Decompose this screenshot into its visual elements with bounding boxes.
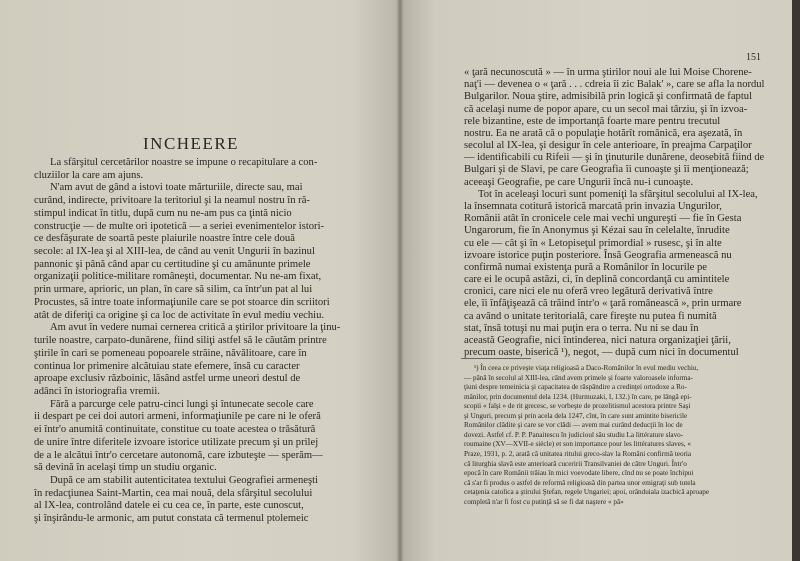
- text-line: naţ'i — devenea o « ţară . . . cdreia îi zic Balak' », care se afla la nordul: [464, 79, 765, 91]
- text-line: Bulgari şi de Slavi, pe care Geografia îi cunoaşte şi îi menţionează;: [464, 164, 749, 176]
- text-line: pannonic şi până când apar cu certitudine şi cu amănunte primele: [34, 258, 311, 270]
- text-line: aceeaşi Geografie, pe care Ungurii încă nu-i cunoaşte.: [464, 176, 694, 188]
- text-line: Bulgarilor. Noua ştire, admisibilă prin logică şi confirmată de faptul: [464, 91, 753, 103]
- footnote-line: completă n'ar fi fost cu putinţă să se fi dat naştere « pă»: [464, 497, 624, 506]
- text-line: aproape exclusiv războinic, lăsând astfel urme uneori destul de: [34, 373, 301, 385]
- text-line: izvoare istorice puţin posteriore. Însă Geografia armenească nu: [464, 249, 732, 261]
- text-line: în redacţiunea Saint-Martin, cea mai nouă, dela sfârşitul secolului: [34, 487, 313, 499]
- text-line: secolul al IX-lea, şi desigur în cele anterioare, în preajma Carpaţilor: [464, 140, 752, 152]
- text-line: Am avut în vedere numai cernerea critică a ştirilor privitoare la ţinu-: [50, 322, 341, 334]
- text-line: nostru. Ea ne arată că o populaţie hotărît românică, era aşezată, în: [464, 127, 743, 139]
- text-line: precum oaste, biserică ¹), negot, — după cum nici în documentul: [464, 347, 739, 359]
- text-line: După ce am stabilit autenticitatea textului Geografiei armeneşti: [50, 475, 318, 486]
- text-line: La sfârşitul cercetărilor noastre se impune o recapitulare a con-: [50, 157, 318, 168]
- text-line: confirmă numai existenţa pură a Românilor în locurile pe: [464, 261, 707, 273]
- book-gutter: [396, 0, 404, 561]
- text-line: adânci în istoriografia vremii.: [34, 385, 160, 397]
- text-line: — identificabili cu Rifeii — şi în ţinuturile dunărene, deosebită fiind de: [464, 152, 765, 164]
- text-line: cluziilor la care am ajuns.: [34, 169, 144, 181]
- footnote-line: că liturghia slavă este anterioară cuceririi Transilvaniei de către Unguri. Într'o: [464, 459, 687, 468]
- footnote-line: dovezi. Astfel cf. P. P. Panaitescu în judicioul său studiu La littérature slavo-: [464, 430, 684, 439]
- chapter-heading: INCHEERE: [143, 134, 240, 153]
- right-page: [400, 0, 792, 561]
- footnote-line: şi Unguri, precum şi prin acela dela 1247, cînt, în care sunt amintite bisericile: [464, 411, 688, 420]
- text-line: prin urmare, aprioric, un plan, în care să silim, ca într'un pat al lui: [34, 284, 313, 296]
- text-line: construcţie — de multe ori ipotetică — a seriei evenimentelor istori-: [34, 220, 325, 232]
- text-line: stimpul indicat în titlu, după cum nu ne-am pus ca ţintă nicio: [34, 207, 292, 219]
- text-line: « ţară necunoscută » — în urma ştirilor noui ale lui Moise Chorene-: [464, 67, 752, 78]
- text-line: Fără a parcurge cele patru-cinci lungi şi întunecate secole care: [50, 398, 314, 410]
- text-line: stat, însă totuşi nu mai puţin era o terra. Nu ni se dau în: [464, 322, 699, 334]
- text-line: de unire între diferitele izvoare istorice utilizate precum şi un prilej: [34, 436, 319, 448]
- text-line: curând, indirecte, privitoare la teritoriul şi la neamul nostru în ră-: [34, 195, 310, 207]
- footnote-line: ¹) În ceea ce priveşte viaţa religioasă a Daco-Românilor în evul mediu vechiu,: [474, 364, 699, 372]
- text-line: ca având o unitate teritorială, care fireşte nu putea fi numită: [464, 310, 717, 322]
- text-line: la însemnata cotitură istorică marcată prin invazia Ungurilor,: [464, 200, 722, 212]
- footnote-line: mânilor, prin documentul dela 1234. (Hurmuzaki, I, 132.) în care, pe lângă epi-: [464, 392, 692, 401]
- text-line: şi înşirându-le armonic, am putut constata că termenul ptolemeic: [34, 513, 309, 525]
- text-line: cu ele — cât şi în « Letopiseţul primordial » rusesc, şi în alte: [464, 237, 722, 249]
- text-line: Românii atât în cronicele cele mai vechi ungureşti — fie în Gesta: [464, 213, 742, 225]
- text-line: al IX-lea, controlând datele ei cu cea ce, în parte, este cunoscut,: [34, 500, 304, 512]
- text-line: Tot în aceleaşi locuri sunt pomeniţi la sfârşitul secolului al IX-lea,: [478, 188, 758, 200]
- text-line: de a le alcătui într'o cercetare autonomă, care izbuteşte — sperăm—: [34, 449, 323, 461]
- text-line: ele, îi înfăţişează că trăind într'o « ţară românească », prin urmare: [464, 298, 742, 310]
- text-line: ei într'o anumită continuitate, constitue cu toate acestea o trăsătură: [34, 424, 316, 436]
- text-line: ştirile în cari se pomeneau popoarele străine, năvălitoare, care în: [34, 347, 307, 359]
- text-line: rele bizantine, este de importanţă foarte mare pentru trecutul: [464, 115, 721, 127]
- text-line: atât de diferiţi ca origine şi ca loc de activitate în evul mediu vechiu.: [34, 309, 325, 321]
- footnote-line: — până în secolul al XIII-lea, când avem primele şi foarte valoroasele informa-: [464, 373, 693, 382]
- text-line: care ei le ocupă astăzi, ci, în deplină concordanţă cu amintitele: [464, 274, 730, 286]
- footnote-line: scopii « falşi » de rit grecesc, se vorbeşte de prozelitismul acestora printre Saşi: [464, 402, 691, 411]
- footnote-divider: [461, 358, 531, 359]
- text-line: N'am avut de gând a istovi toate mărturiile, directe sau, mai: [50, 182, 303, 194]
- text-line: secole: al IX-lea şi al XIII-lea, de când au venit Ungurii în bazinul: [34, 246, 315, 258]
- text-line: Ungarorum, fie în Anonymus şi Kézai sau în celelalte, înrudite: [464, 225, 730, 237]
- text-line: continua lor primenire alcătuiau state efemere, însă cu caracter: [34, 360, 300, 372]
- text-line: organizaţii politice-militare româneşti, documentar. Nu ne-am fixat,: [34, 271, 322, 283]
- footnote-line: cetaţenia catolica a ştirului Ştefan, regele Ungariei; apoi, orânduiala izacbică aproape: [464, 488, 710, 497]
- footnote-line: că s'ar fi produs o astfel de reformă religioasă din partea unor emigraţi sub tutela: [464, 478, 696, 487]
- text-line: ii despart pe cei doi autori armeni, informaţiunile pe care ni le oferă: [34, 411, 321, 423]
- text-line: cronici, care nici ele nu oferă vreo legătură derivativă între: [464, 286, 713, 298]
- footnote-line: roumaine (XV—XVII-e siècle) et son importance pour les littératures slaves, «: [464, 440, 691, 449]
- text-line: Procustes, să intre toate informaţiunile care se pot stoarce din scriitori: [34, 296, 330, 308]
- page-number: 151: [746, 52, 761, 63]
- footnote-line: Praze, 1931, p. 2, arată că unitatea ritului greco-slav la Români confirmă teoria: [464, 449, 692, 458]
- footnote-line: ţiuni despre temeinicia şi capacitatea de răspândire a credinţei ortodoxe a Ro-: [464, 383, 687, 392]
- footnote-line: Românilor clădite şi care se vor clădi — avem mai curând deducţii în loc de: [464, 421, 683, 430]
- text-line: să devină în acelaşi timp un studiu organic.: [34, 462, 217, 474]
- text-line: turile noastre, carpato-dunărene, fiind siliţi astfel să le căutăm printre: [34, 335, 327, 347]
- text-line: această Geografie, nici întinderea, nici natura organizaţiei ţării,: [464, 334, 731, 346]
- text-line: că acelaşi nume de popor apare, cu un secol mai târziu, şi în izvoa-: [464, 103, 748, 115]
- text-line: ce desfăşurate de soartă peste plaiurile noastre între cele două: [34, 233, 295, 245]
- footnote-line: epocă în care Românii trăiau în mici voevodate libere, cînd nu se poate închipui: [464, 469, 694, 478]
